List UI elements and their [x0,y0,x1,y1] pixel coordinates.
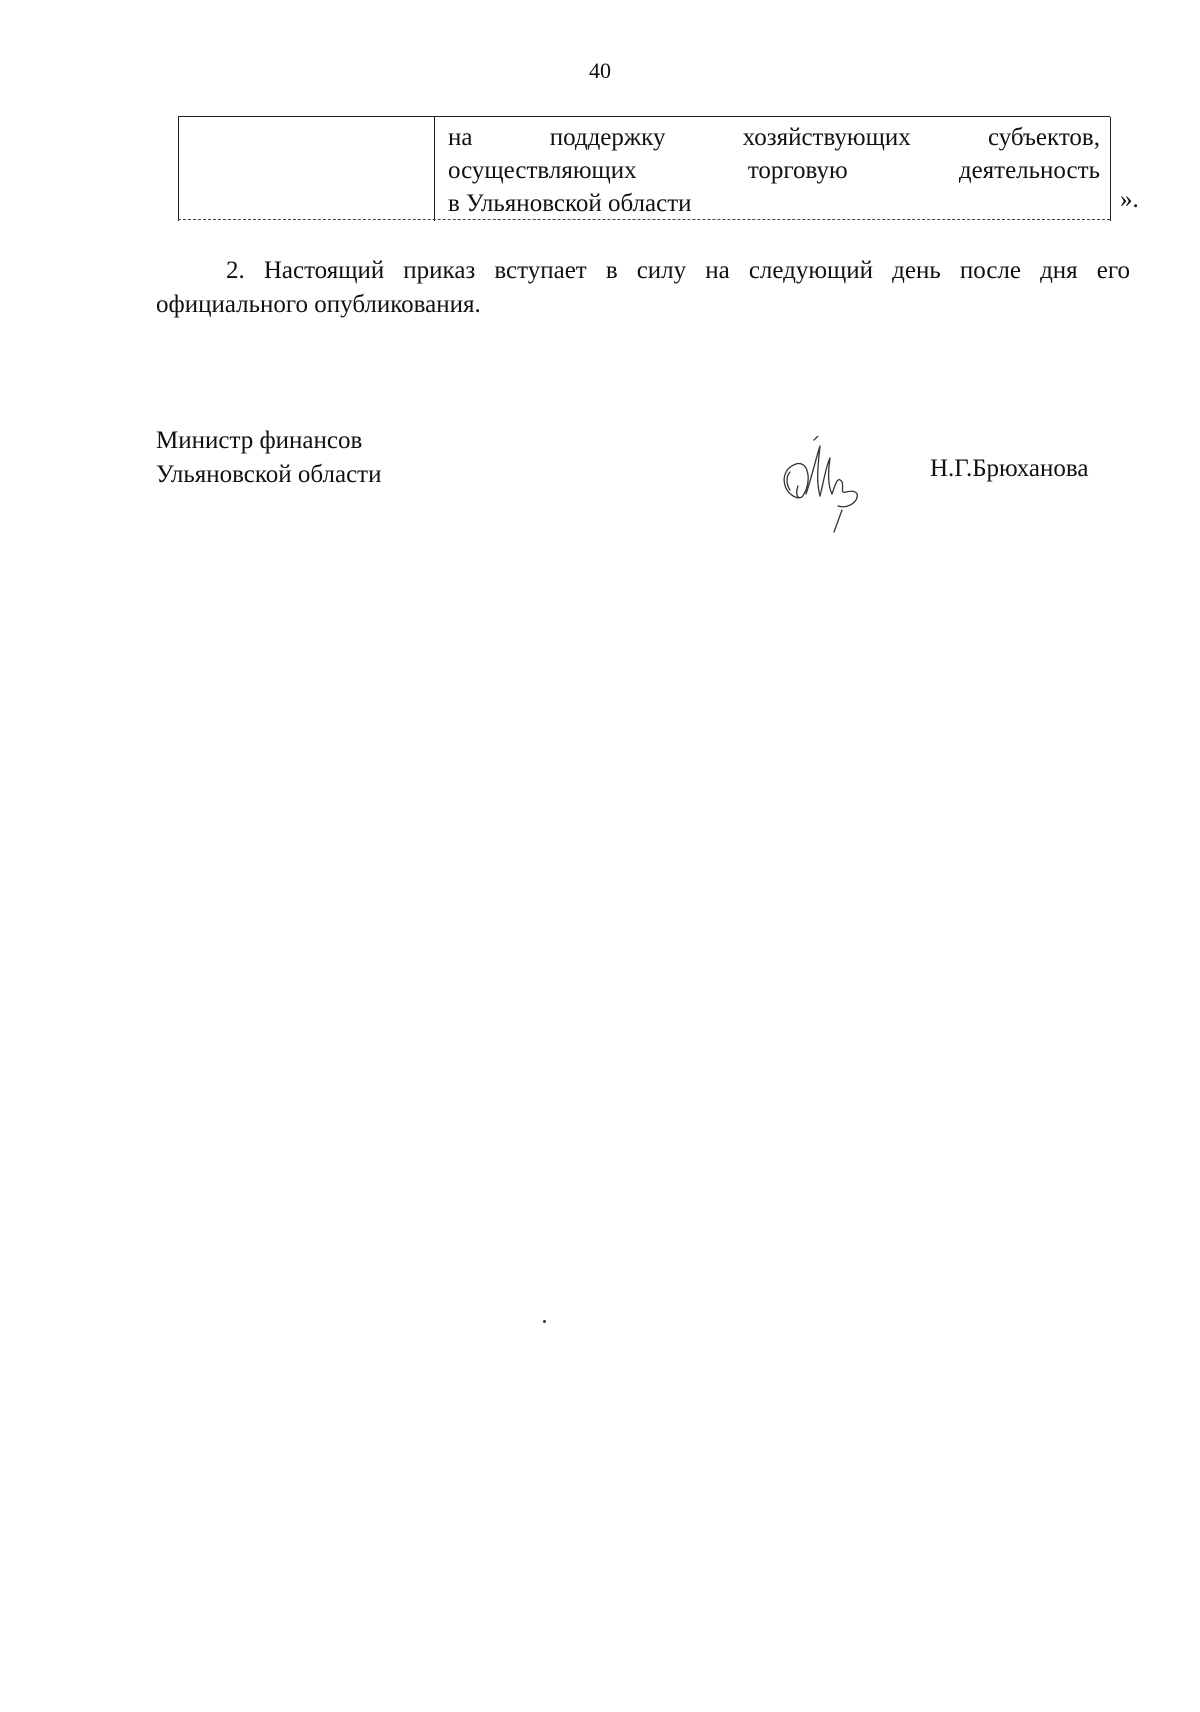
signatory-position-line-1: Министр финансов [156,427,363,454]
table-right-cell [434,117,1111,221]
cell-word: торговую [747,157,848,184]
page-number: 40 [589,58,611,83]
cell-word: осуществляющих [448,157,637,184]
signatory-name: Н.Г.Брюханова [930,455,1089,482]
signature-block-title [156,424,381,492]
scan-speck [543,1320,546,1323]
cell-line-2 [448,154,1100,187]
table-bottom-border [178,219,1110,220]
table-right-cell-text [448,121,1100,220]
cell-line-1 [448,121,1100,154]
closing-quote: ». [1120,186,1139,213]
cell-word: поддержку [549,124,666,151]
signatory-position-line-2: Ульяновской области [156,461,382,488]
table-left-cell [178,117,435,221]
handwritten-signature [768,436,878,536]
cell-word: субъектов, [987,124,1100,151]
cell-word: на [448,124,473,151]
cell-word: деятельность [958,157,1100,184]
cell-word: хозяйствующих [742,124,911,151]
cell-line-3: в Ульяновской области [448,190,692,217]
paragraph-2: 2. Настоящий приказ вступает в силу на следующий день после дня его официального опубликования. [156,257,1130,318]
table-fragment [178,116,1110,221]
